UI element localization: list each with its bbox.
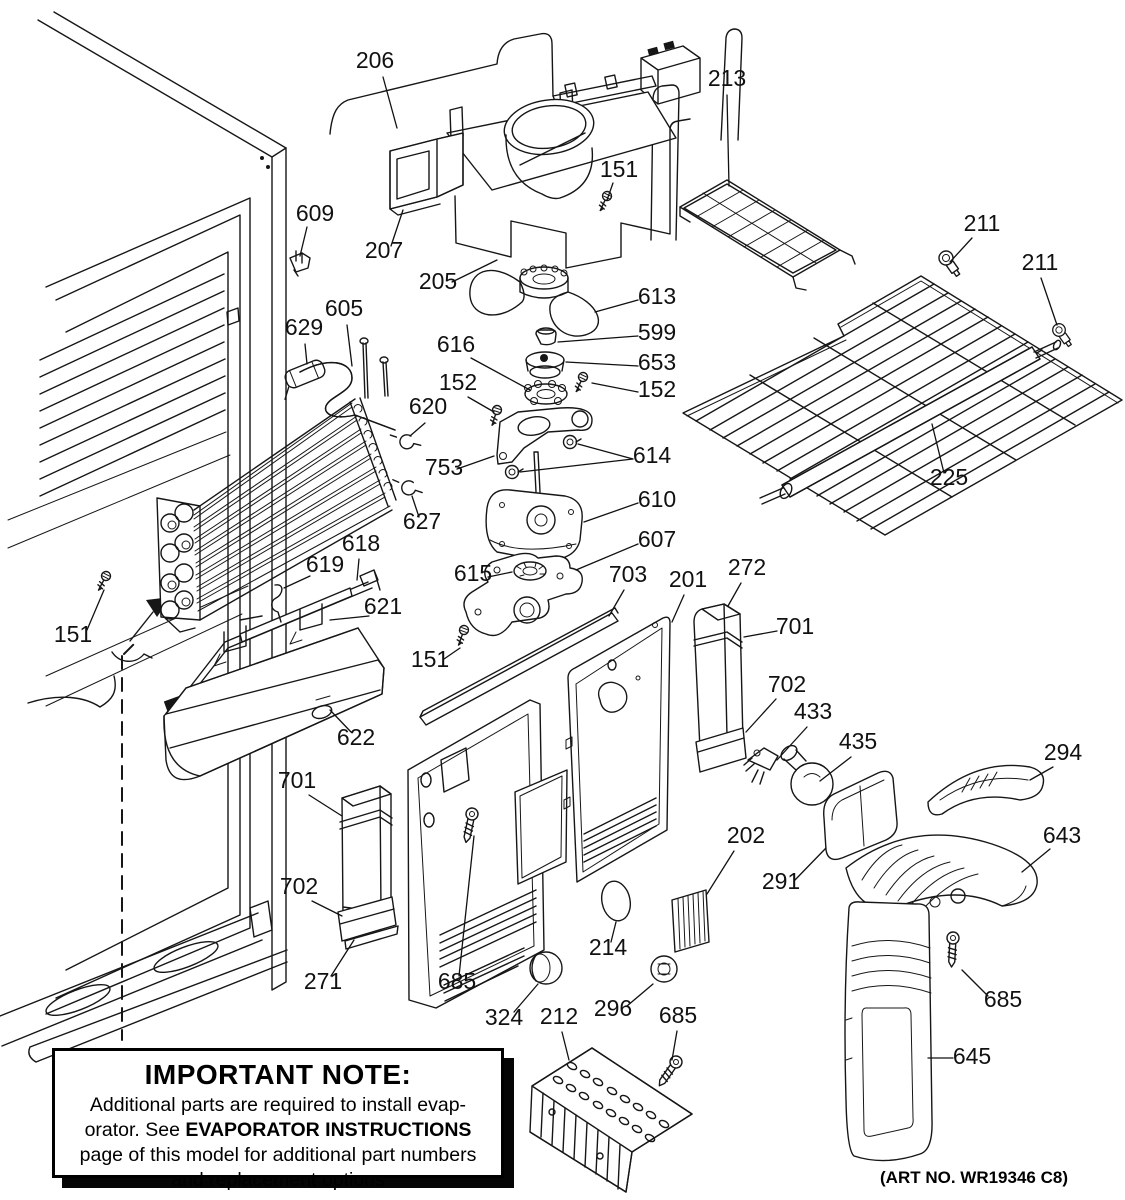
callout-207 xyxy=(365,210,403,263)
water-tube xyxy=(28,652,152,707)
screw-152-right xyxy=(572,371,589,393)
part-label-703: 703 xyxy=(608,561,648,587)
part-label-206: 206 xyxy=(355,47,395,73)
part-label-645: 645 xyxy=(952,1043,992,1069)
part-label-201: 201 xyxy=(668,566,708,592)
part-label-202: 202 xyxy=(726,822,766,848)
callout-685 xyxy=(659,1002,697,1060)
part-label-296: 296 xyxy=(593,995,633,1021)
part-label-702: 702 xyxy=(279,873,319,899)
screw-151-top xyxy=(596,190,613,212)
callout-605 xyxy=(325,295,363,366)
callout-296 xyxy=(594,984,653,1021)
part-label-605: 605 xyxy=(324,295,364,321)
callout-653 xyxy=(566,349,676,375)
part-label-213: 213 xyxy=(707,65,747,91)
part-label-151: 151 xyxy=(410,646,450,672)
evaporator-coil xyxy=(157,338,396,632)
leader-line xyxy=(347,325,352,366)
part-label-599: 599 xyxy=(637,319,677,345)
screw-151-left xyxy=(95,570,113,592)
leader-line xyxy=(728,583,741,606)
leader-line xyxy=(707,851,734,894)
part-label-211: 211 xyxy=(1021,249,1059,275)
part-label-225: 225 xyxy=(929,464,969,490)
callout-433 xyxy=(777,698,832,760)
leader-line xyxy=(672,595,684,622)
note-body: Additional parts are required to install evap- orator. See EVAPORATOR INSTRUCTIONS page of this model for additional part numbers and replacement options xyxy=(79,1094,477,1191)
callout-213 xyxy=(708,65,746,186)
air-duct-207 xyxy=(390,133,463,215)
callout-622 xyxy=(330,710,375,750)
leader-line xyxy=(744,631,777,637)
callout-619 xyxy=(284,551,344,588)
lamp-socket-433 xyxy=(744,748,778,784)
leader-line xyxy=(595,300,638,312)
leader-line xyxy=(305,344,307,364)
part-label-622: 622 xyxy=(336,724,376,750)
leader-line xyxy=(609,590,624,616)
part-label-685: 685 xyxy=(437,968,477,994)
callout-685 xyxy=(962,970,1022,1012)
screw-685-mid xyxy=(654,1054,684,1090)
grommet-296 xyxy=(651,956,677,982)
callout-152 xyxy=(592,376,676,402)
drain-trough-622 xyxy=(164,628,384,780)
freezer-floor-ribs xyxy=(40,274,225,496)
part-label-324: 324 xyxy=(484,1004,524,1030)
callout-701 xyxy=(744,613,814,639)
callout-610 xyxy=(584,486,676,522)
part-label-207: 207 xyxy=(364,237,404,263)
part-label-152: 152 xyxy=(637,376,677,402)
cover-643 xyxy=(846,835,1037,910)
part-label-610: 610 xyxy=(637,486,677,512)
leader-line xyxy=(1041,278,1057,325)
shelf-wires xyxy=(696,284,1109,529)
note-title: IMPORTANT NOTE: xyxy=(144,1059,412,1090)
callout-212 xyxy=(540,1003,578,1060)
leader-line xyxy=(312,901,342,916)
assembly-direction xyxy=(122,597,171,1040)
leader-line xyxy=(727,95,729,186)
callout-645 xyxy=(928,1043,991,1069)
part-label-685: 685 xyxy=(658,1002,698,1028)
part-label-435: 435 xyxy=(838,728,878,754)
cover-294 xyxy=(928,765,1044,814)
callout-151 xyxy=(411,646,460,672)
screw-211-a xyxy=(936,248,964,279)
hole-plug-214 xyxy=(598,879,634,924)
leader-line xyxy=(357,559,359,580)
part-label-294: 294 xyxy=(1043,739,1083,765)
leader-line xyxy=(300,227,307,256)
art-number: (ART NO. WR19346 C8) xyxy=(880,1168,1068,1187)
part-label-151: 151 xyxy=(53,621,93,647)
part-label-272: 272 xyxy=(727,554,767,580)
callout-272 xyxy=(728,554,766,606)
part-label-629: 629 xyxy=(284,314,324,340)
part-label-702: 702 xyxy=(767,671,807,697)
callout-629 xyxy=(285,314,323,364)
wire-shelf-225 xyxy=(683,276,1122,535)
leader-line xyxy=(520,459,633,472)
callout-702 xyxy=(280,873,342,916)
leader-line xyxy=(468,397,494,412)
part-label-685: 685 xyxy=(983,986,1023,1012)
callout-620 xyxy=(409,393,447,436)
leader-line xyxy=(566,362,638,366)
part-label-701: 701 xyxy=(775,613,815,639)
clip-627 xyxy=(393,473,422,499)
knob-324 xyxy=(530,952,562,984)
part-label-627: 627 xyxy=(402,508,442,534)
part-label-613: 613 xyxy=(637,283,677,309)
leader-line xyxy=(746,699,776,732)
part-label-433: 433 xyxy=(793,698,833,724)
callout-627 xyxy=(403,496,441,534)
callout-753 xyxy=(425,454,494,480)
callout-211 xyxy=(1022,249,1059,325)
ice-tray-213 xyxy=(680,180,855,290)
callout-701 xyxy=(278,767,342,816)
leader-line xyxy=(309,795,342,816)
wire-619 xyxy=(240,585,282,622)
callout-643 xyxy=(1022,822,1081,872)
part-label-211: 211 xyxy=(963,210,1001,236)
callout-151 xyxy=(54,590,104,647)
part-label-618: 618 xyxy=(341,530,381,556)
leader-line xyxy=(777,727,807,760)
callout-225 xyxy=(930,424,968,490)
leader-line xyxy=(562,1032,569,1060)
callout-211 xyxy=(950,210,1000,262)
part-label-615: 615 xyxy=(453,560,493,586)
part-label-621: 621 xyxy=(363,593,403,619)
fan-blade-613 xyxy=(470,265,599,336)
part-label-619: 619 xyxy=(305,551,345,577)
leader-line xyxy=(410,423,425,436)
fan-motor-610 xyxy=(486,452,582,560)
nut-599 xyxy=(536,328,556,345)
screw-151-mid xyxy=(454,624,469,646)
air-tower-271 xyxy=(338,786,398,949)
part-label-609: 609 xyxy=(295,200,335,226)
callout-214 xyxy=(589,922,628,960)
grille-202 xyxy=(672,890,709,952)
leader-line xyxy=(558,336,638,342)
part-label-616: 616 xyxy=(436,331,476,357)
part-label-753: 753 xyxy=(424,454,464,480)
part-label-152: 152 xyxy=(438,369,478,395)
leader-line xyxy=(584,503,638,522)
cover-panel-right-201 xyxy=(564,617,670,882)
suction-tube-605 xyxy=(300,363,395,430)
part-label-607: 607 xyxy=(637,526,677,552)
callout-609 xyxy=(296,200,334,256)
leader-line xyxy=(950,238,972,262)
motor-bracket-753 xyxy=(497,408,592,464)
part-label-151: 151 xyxy=(599,156,639,182)
part-label-271: 271 xyxy=(303,968,343,994)
callout-613 xyxy=(595,283,676,312)
leader-line xyxy=(578,444,633,459)
bushing-653 xyxy=(526,352,564,378)
leader-line xyxy=(471,358,530,390)
part-label-653: 653 xyxy=(637,349,677,375)
part-label-212: 212 xyxy=(539,1003,579,1029)
light-bulb-435 xyxy=(778,743,833,805)
callout-324 xyxy=(485,984,538,1030)
leader-line xyxy=(383,77,397,128)
part-label-214: 214 xyxy=(588,934,628,960)
part-label-614: 614 xyxy=(632,442,672,468)
leader-line xyxy=(592,383,638,392)
callout-202 xyxy=(707,822,765,894)
important-note-box xyxy=(52,1048,504,1191)
callout-206 xyxy=(356,47,397,128)
grommet-616 xyxy=(525,381,568,405)
callout-291 xyxy=(762,848,826,894)
part-label-620: 620 xyxy=(408,393,448,419)
leader-line xyxy=(284,576,310,588)
duct-cover-645 xyxy=(845,902,932,1161)
part-label-291: 291 xyxy=(761,868,801,894)
part-label-643: 643 xyxy=(1042,822,1082,848)
air-duct-272 xyxy=(694,604,746,772)
screw-685-right xyxy=(945,932,959,968)
part-label-205: 205 xyxy=(418,268,458,294)
callout-614 xyxy=(520,442,671,472)
part-label-701: 701 xyxy=(277,767,317,793)
